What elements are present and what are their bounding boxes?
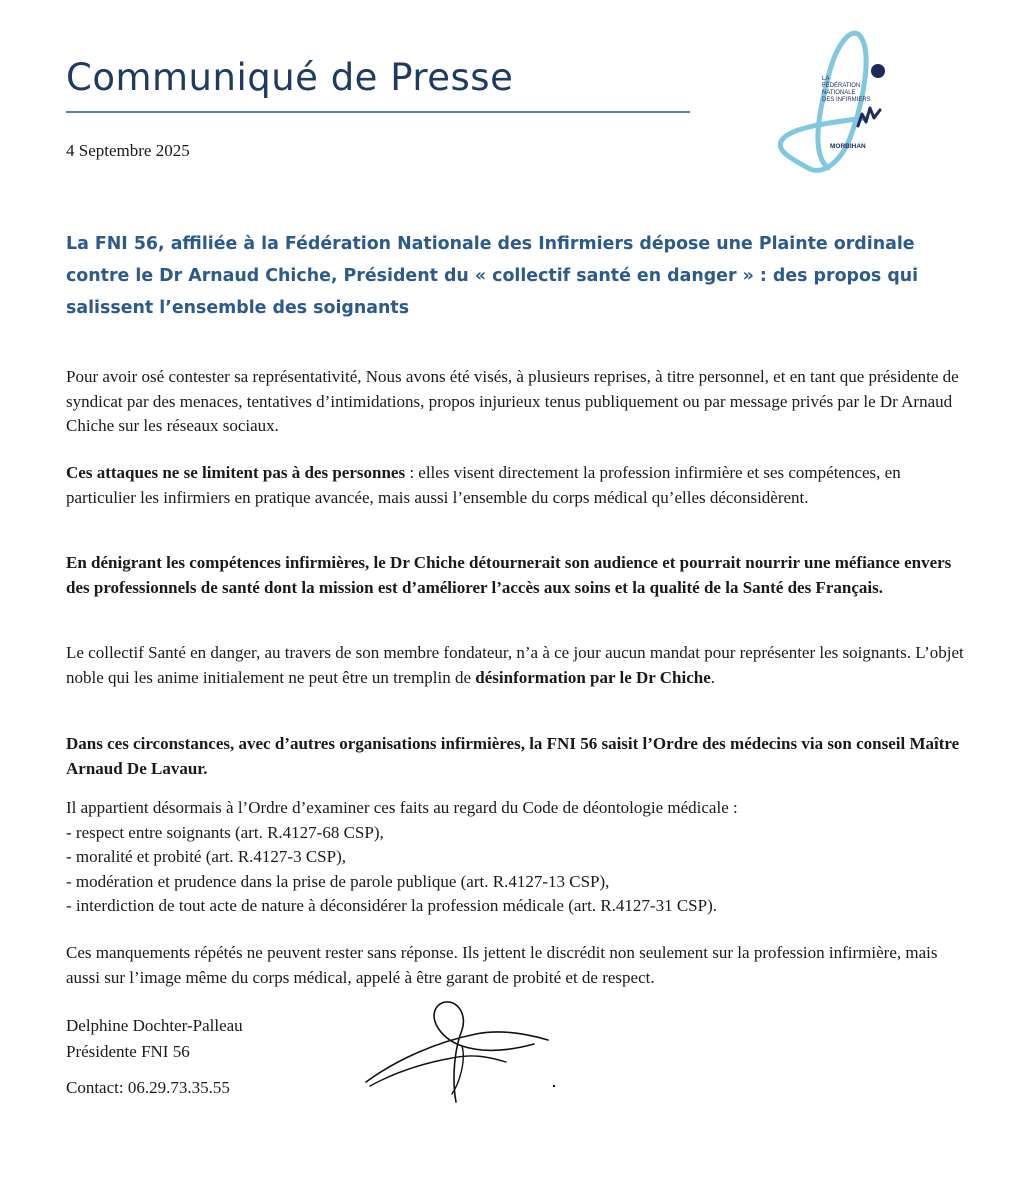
paragraph-denigration: En dénigrant les compétences infirmières, le Dr Chiche détournerait son audience et pourrait nourrir une méfiance envers des professionnels de santé dont la mission est d’améliorer l’accès aux soins et la qualité de la Santé des Français. — [66, 553, 952, 597]
fni-morbihan-logo-icon — [770, 18, 900, 183]
paragraph-referral: Dans ces circonstances, avec d’autres organisations infirmières, la FNI 56 saisit l’Ordre des médecins via son conseil Maître Arnaud De Lavaur. — [66, 734, 960, 778]
signatory-role: Présidente FNI 56 — [66, 1042, 190, 1061]
signatory-name: Delphine Dochter-Palleau — [66, 1016, 243, 1035]
headline: La FNI 56, affiliée à la Fédération Nationale des Infirmiers dépose une Plainte ordinale contre le Dr Arnaud Chiche, Président du « collectif santé en danger » : des propos qui salissent l’ensemble des soignants — [66, 234, 919, 318]
release-date: 4 Septembre 2025 — [66, 141, 190, 160]
paragraph-conclusion: Ces manquements répétés ne peuvent rester sans réponse. Ils jettent le discrédit non seulement sur la profession infirmière, mais aussi sur l’image même du corps médical, appelé à être garant de probité et de respect. — [66, 943, 938, 987]
handwritten-signature-icon — [356, 990, 566, 1110]
paragraph-collective-start: Le collectif Santé en danger, au travers de son membre fondateur, n’a à ce jour aucun mandat pour représenter les soignants. L’objet noble qui les anime initialement ne peut être un tremplin de — [66, 643, 964, 687]
title-underline — [66, 111, 690, 113]
paragraph-code-intro: Il appartient désormais à l’Ordre d’examiner ces faits au regard du Code de déontologie médicale : — [66, 798, 738, 817]
list-item: - interdiction de tout acte de nature à déconsidérer la profession médicale (art. R.4127-31 CSP). — [66, 896, 717, 915]
svg-text:MORBIHAN: MORBIHAN — [830, 143, 866, 150]
list-item: - modération et prudence dans la prise de parole publique (art. R.4127-13 CSP), — [66, 871, 610, 891]
paragraph-attacks-lead: Ces attaques ne se limitent pas à des personnes — [66, 463, 406, 482]
list-item: - moralité et probité (art. R.4127-3 CSP), — [66, 847, 346, 866]
svg-text:FÉDÉRATION: FÉDÉRATION — [822, 83, 861, 89]
paragraph-code — [66, 796, 966, 919]
list-item: - respect entre soignants (art. R.4127-68 CSP), — [66, 822, 384, 842]
svg-text:LA: LA — [822, 76, 830, 82]
paragraph-collective — [66, 641, 966, 690]
page-title: Communiqué de Presse — [66, 56, 514, 99]
paragraph-collective-bold: désinformation par le Dr Chiche — [475, 667, 711, 687]
contact-phone: Contact: 06.29.73.35.55 — [66, 1078, 230, 1097]
paragraph-threats: Pour avoir osé contester sa représentativité, Nous avons été visés, à plusieurs reprises, à titre personnel, et en tant que présidente de syndicat par des menaces, tentatives d’intimidations, propos injurieux tenus publiquement ou par message privés par le Dr Arnaud Chiche sur les réseaux sociaux. — [66, 367, 959, 435]
code-articles-list — [66, 821, 966, 919]
svg-text:DES INFIRMIERS: DES INFIRMIERS — [822, 97, 871, 103]
paragraph-attacks — [66, 461, 966, 510]
svg-text:NATIONALE: NATIONALE — [822, 90, 856, 96]
paragraph-attacks-rest: : elles visent directement la profession infirmière et ses compétences, en particulier les infirmiers en pratique avancée, mais aussi l’ensemble du corps médical qu’elles déconsidèrent. — [66, 463, 901, 507]
paragraph-collective-end: . — [710, 667, 716, 687]
